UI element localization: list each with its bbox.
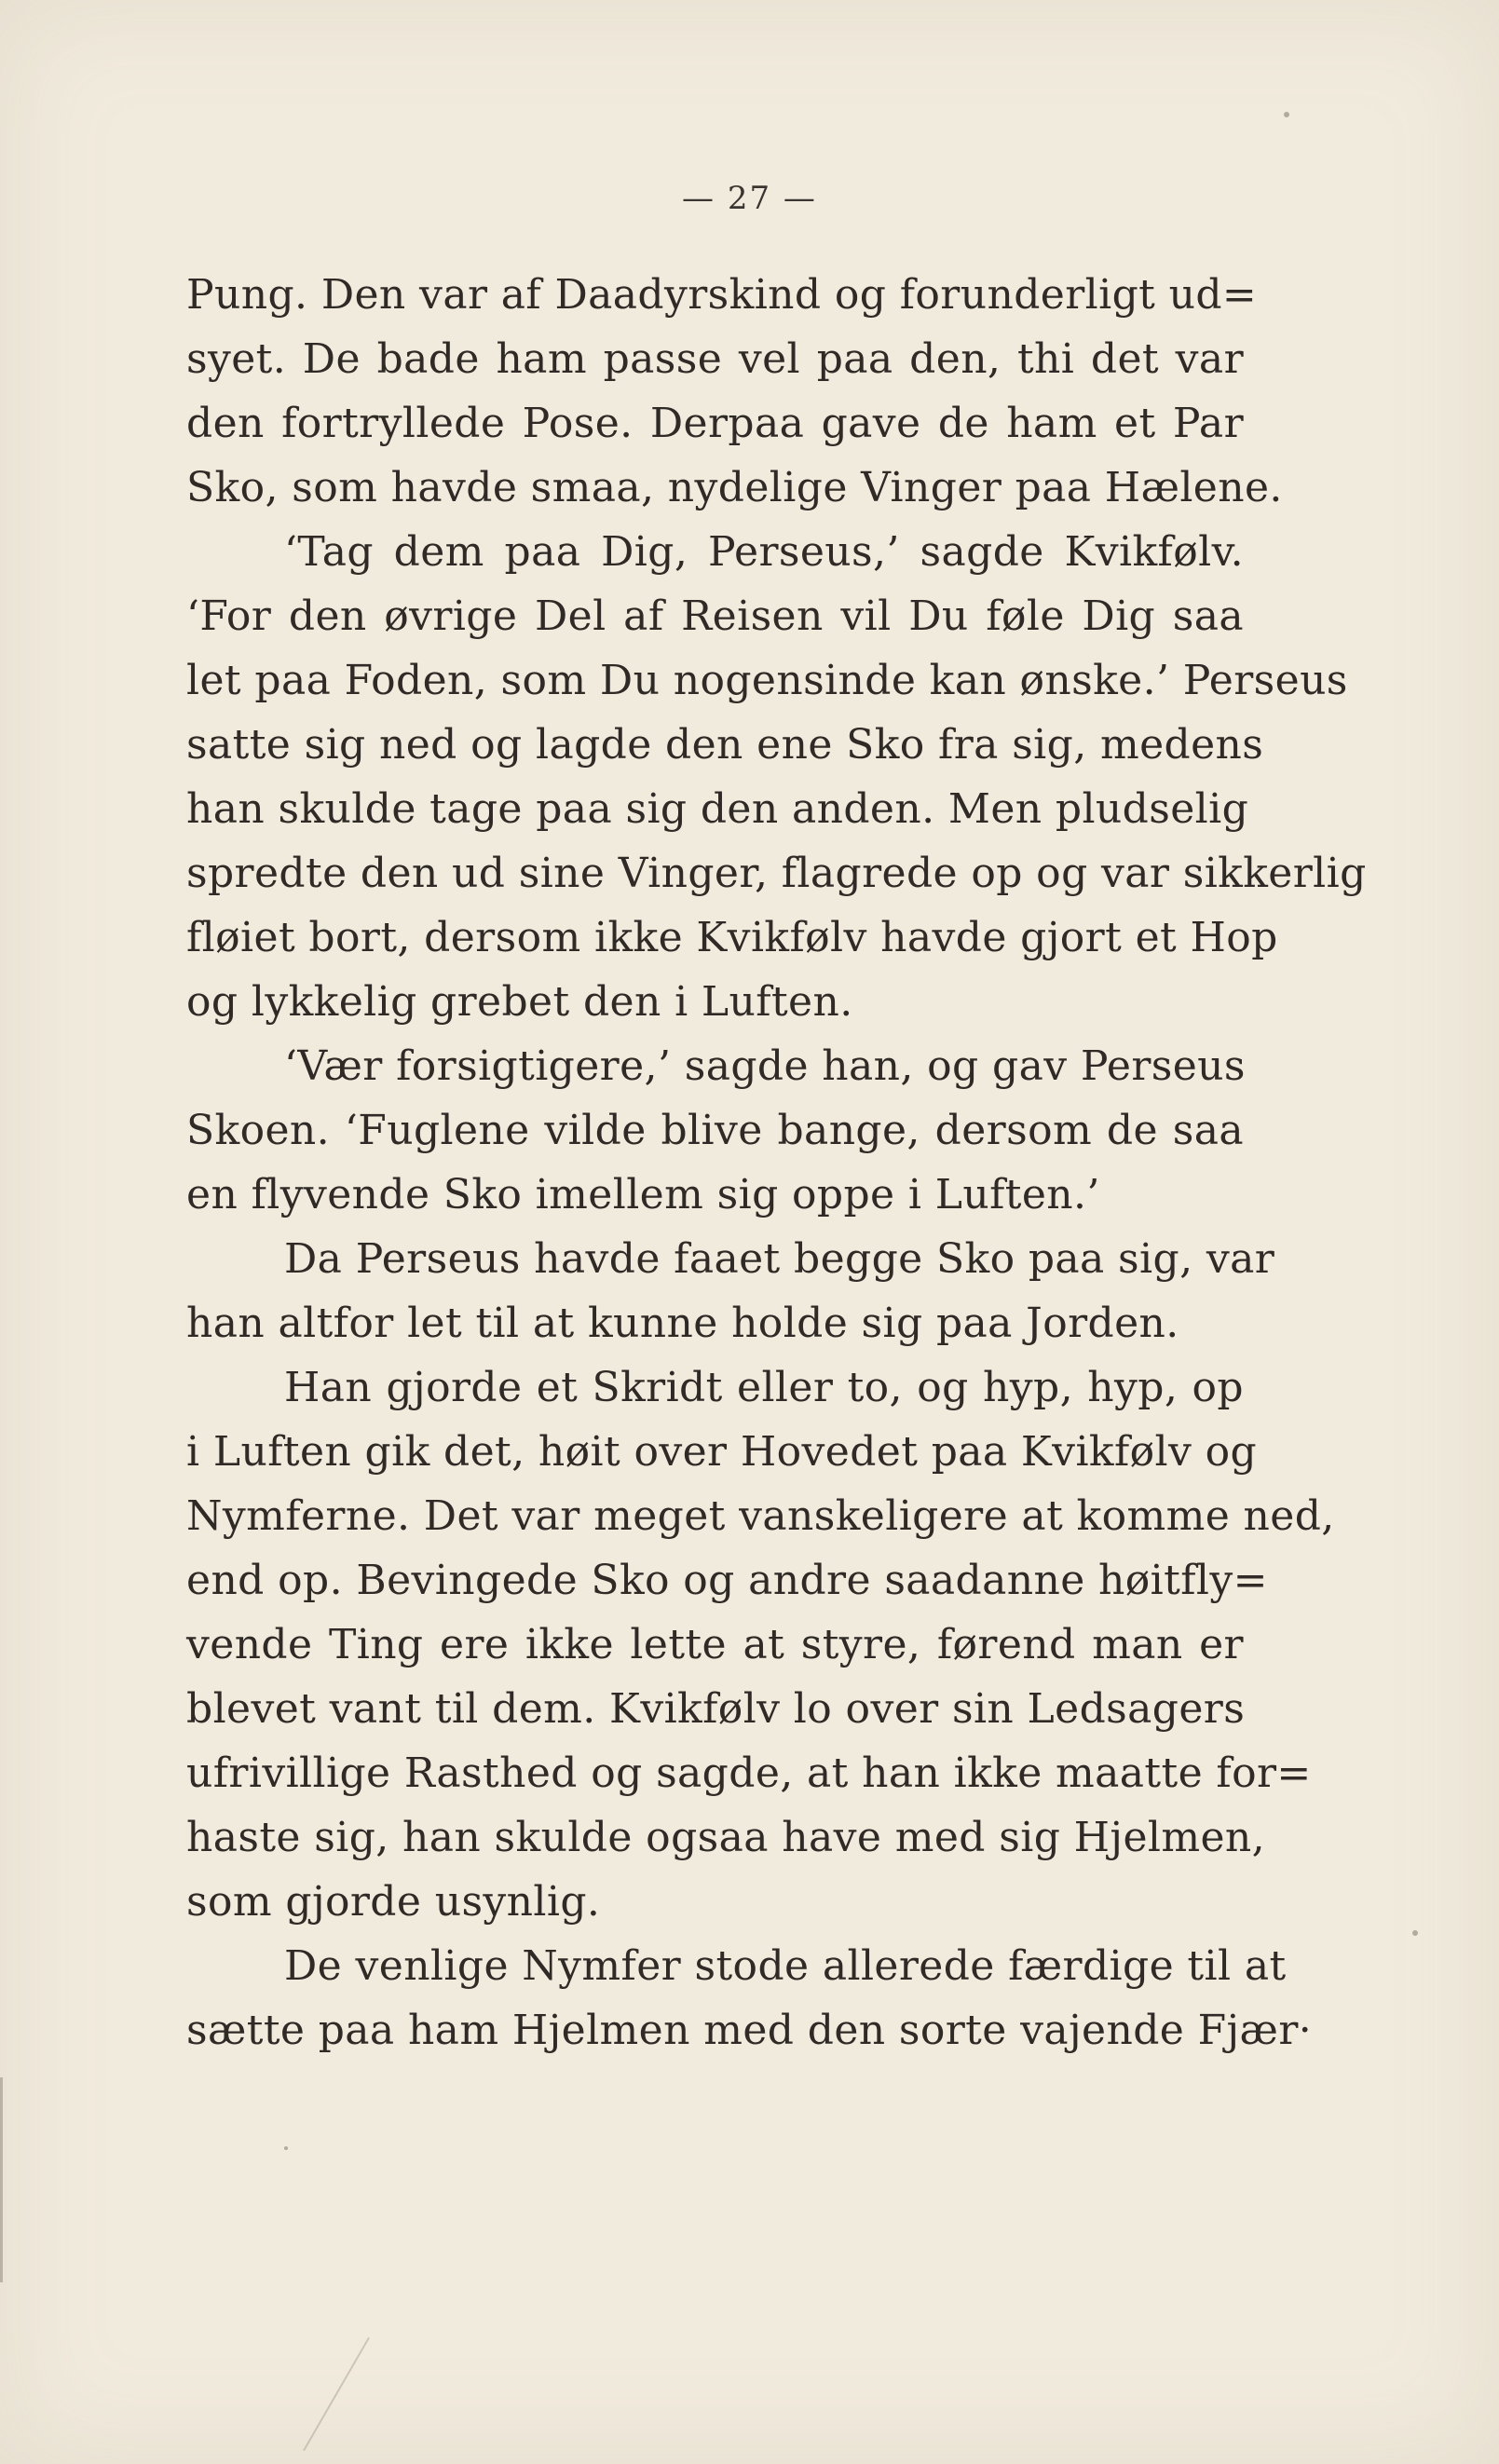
- body-text: [186, 263, 1367, 2062]
- text-line: haste sig, han skulde ogsaa have med sig Hjelmen,: [186, 1814, 1266, 1861]
- text-line: i Luften gik det, høit over Hovedet paa Kvikfølv og: [186, 1428, 1258, 1476]
- text-line: ufrivillige Rasthed og sagde, at han ikke maatte for=: [186, 1749, 1312, 1797]
- text-line: end op. Bevingede Sko og andre saadanne høitfly=: [186, 1557, 1268, 1604]
- text-line: Da Perseus havde faaet begge Sko paa sig, var: [284, 1235, 1275, 1283]
- text-line: vende Ting ere ikke lette at styre, førend man er: [186, 1621, 1244, 1668]
- text-line: let paa Foden, som Du nogensinde kan ønske.’ Perseus: [186, 657, 1348, 704]
- text-line: han altfor let til at kunne holde sig paa Jorden.: [186, 1300, 1179, 1347]
- text-line: fløiet bort, dersom ikke Kvikfølv havde gjort et Hop: [186, 914, 1278, 961]
- paper-edge-mark: [0, 2077, 3, 2282]
- text-line: den fortryllede Pose. Derpaa gave de ham et Par: [186, 400, 1244, 447]
- text-line: blevet vant til dem. Kvikfølv lo over sin Ledsagers: [186, 1685, 1246, 1733]
- text-line: Skoen. ‘Fuglene vilde blive bange, dersom de saa: [186, 1107, 1244, 1154]
- page-number: — 27 —: [682, 180, 817, 217]
- paper-crease: [303, 2337, 370, 2451]
- text-line: han skulde tage paa sig den anden. Men pludselig: [186, 785, 1249, 833]
- paper-speck: [1284, 112, 1289, 117]
- text-line: Nymferne. Det var meget vanskeligere at komme ned,: [186, 1492, 1335, 1540]
- text-line: Sko, som havde smaa, nydelige Vinger paa Hælene.: [186, 464, 1283, 511]
- paper-speck: [1412, 1930, 1418, 1936]
- text-line: en flyvende Sko imellem sig oppe i Luften.’: [186, 1171, 1100, 1218]
- text-line: som gjorde usynlig.: [186, 1878, 601, 1926]
- text-line: spredte den ud sine Vinger, flagrede op og var sikkerlig: [186, 850, 1367, 897]
- text-line: ‘Vær forsigtigere,’ sagde han, og gav Perseus: [284, 1042, 1246, 1090]
- text-line: ‘For den øvrige Del af Reisen vil Du føle Dig saa: [186, 592, 1244, 640]
- text-line: syet. De bade ham passe vel paa den, thi det var: [186, 335, 1244, 383]
- text-line: ‘Tag dem paa Dig, Perseus,’ sagde Kvikfølv.: [284, 528, 1244, 576]
- text-line: De venlige Nymfer stode allerede færdige til at: [284, 1942, 1287, 1990]
- text-line: og lykkelig grebet den i Luften.: [186, 978, 853, 1026]
- text-line: satte sig ned og lagde den ene Sko fra sig, medens: [186, 721, 1264, 769]
- text-line: sætte paa ham Hjelmen med den sorte vajende Fjær·: [186, 2007, 1313, 2054]
- paper-speck: [284, 2146, 288, 2150]
- text-line: Pung. Den var af Daadyrskind og forunderligt ud=: [186, 271, 1258, 319]
- text-line: Han gjorde et Skridt eller to, og hyp, hyp, op: [284, 1364, 1244, 1411]
